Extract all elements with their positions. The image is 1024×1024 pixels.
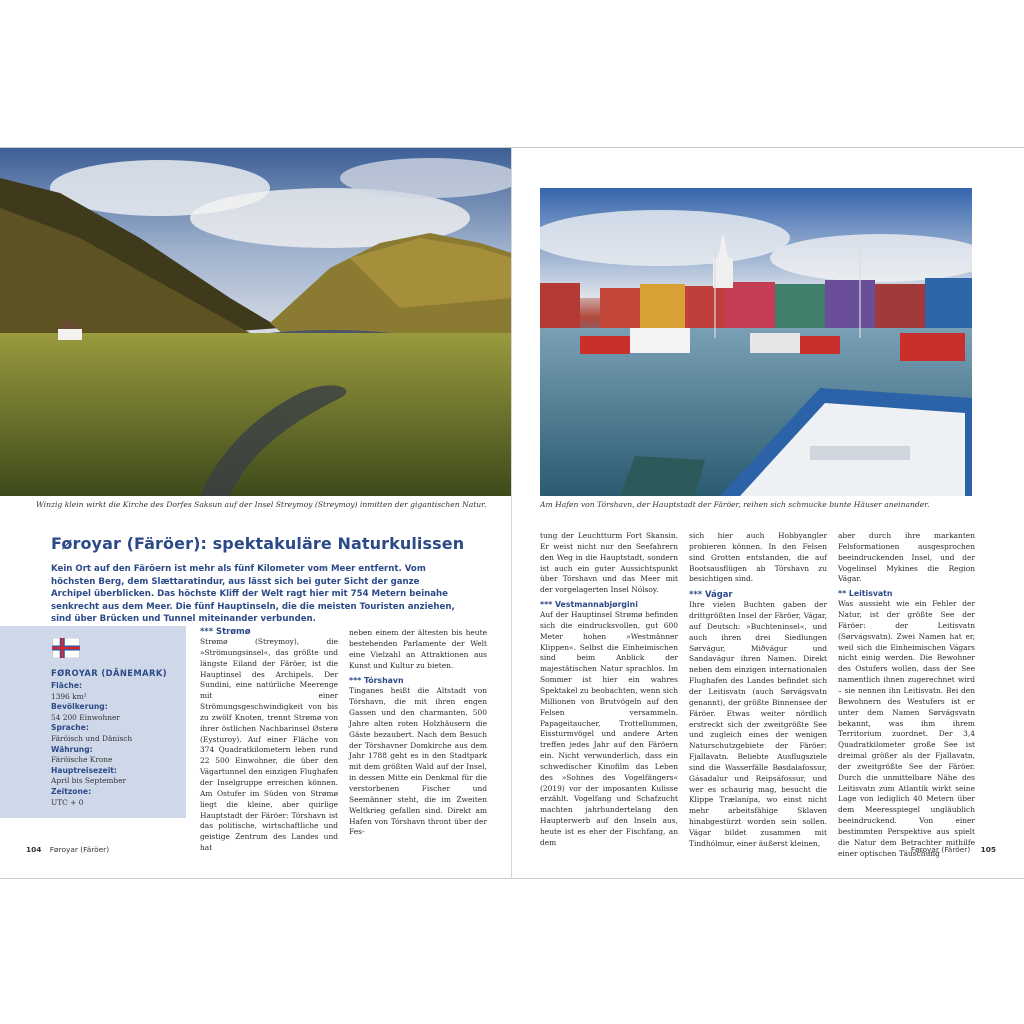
saksun-landscape-photo [0, 148, 512, 496]
article-title: Føroyar (Färöer): spektakuläre Naturkulissen [51, 534, 465, 553]
article-lead: Kein Ort auf den Färöern ist mehr als fünf Kilometer vom Meer entfernt. Vom höchsten Berg, dem Slættaratindur, aus lässt sich bei guter Sicht der ganze Archipel überblicken. Das höchste Kliff der Welt ragt hier mit 754 Metern beinahe senkrecht aus dem Meer. Die fünf Hauptinseln, die die meisten Touristen anziehen, sind über Brücken und Tunnel miteinander verbunden. [51, 564, 455, 625]
section-heading-stromo: *** Strømø [200, 626, 251, 636]
fact-label: Bevölkerung: [51, 702, 108, 712]
section-heading-torshavn: *** Tórshavn [349, 676, 404, 686]
column-3-text-1: tung der Leuchtturm Fort Skansin. Er weist nicht nur den Seefahrern den Weg in die Hauptstadt, sondern ist auch ein guter Aussichtspunkt über Tórshavn und das Meer mit der vorgelagerten Insel Nólsoy. [540, 531, 678, 595]
section-heading-vestmannabjorgini: *** Vestmannabjørgini [540, 600, 638, 610]
page-footer-right [911, 845, 996, 854]
fact-value: Färöische Krone [51, 755, 113, 765]
page-number-right: 105 [980, 845, 996, 854]
page-footer-left [26, 845, 109, 854]
column-5-text-1: aber durch ihre markanten Felsformationen ausgesprochen beeindruckenden Insel, und der Vogelinsel Mykines die Region Vágar. [838, 531, 975, 584]
section-heading-leitisvatn: ** Leitisvatn [838, 589, 893, 599]
column-4-text-2: Ihre vielen Buchten gaben der drittgrößten Insel der Färöer, Vágar, auf Deutsch: »Buchteninsel«, und auch ihren drei Siedlungen Sørvágur, Miðvágur und Sandavágur ihren Namen. Direkt neben dem einzigen internationalen Flughafen des Landes befindet sich der Leitisvatn (auch Sørvágsvatn genannt), der größte Binnensee der Färöer. Etwas weiter nördlich erstreckt sich der zweitgrößte See und zugleich eines der wenigen Naturschutzgebiete der Färöer: Fjallavatn. Beliebte Ausflugsziele sind die Wasserfälle Bøsdalafossur, Gásadalur und Reipsáfossur, und wer es schaurig mag, besucht die Klippe Trælanípa, wo einst nicht mehr arbeitsfähige Sklaven hinabgestürzt worden sein sollen. Vágar bildet zusammen mit Tindhólmur, einer äußerst kleinen, [689, 600, 827, 848]
section-heading-vagar: *** Vágar [689, 589, 733, 600]
page-number-left: 104 [26, 845, 42, 854]
fact-label: Fläche: [51, 681, 83, 690]
fact-label: Währung: [51, 744, 93, 754]
fact-value: April bis September [51, 776, 127, 786]
fact-value: 54 200 Einwohner [51, 712, 120, 722]
fact-label: Sprache: [51, 723, 89, 733]
left-page [0, 148, 512, 878]
factbox-list [51, 681, 181, 808]
column-2-text-2: Tinganes heißt die Altstadt von Tórshavn, die mit ihren engen Gassen und den charmanten, 500 Jahre alten roten Holzhäusern die Gäste bezaubert. Nach dem Besuch der Tórshavner Domkirche aus dem Jahr 1788 geht es in den Stadtpark mit dem größten Wald auf der Insel, in dessen Mitte ein Denkmal für die verstorbenen Fischer und Seemänner steht, die im Zweiten Weltkrieg gefallen sind. Direkt am Hafen von Tórshavn thront über der Fes- [349, 686, 487, 837]
fact-label: Hauptreisezeit: [51, 765, 117, 775]
fact-value: Färöisch und Dänisch [51, 733, 133, 743]
fact-label: Zeitzone: [51, 786, 92, 796]
photo-caption-right: Am Hafen von Tórshavn, der Hauptstadt der Färöer, reihen sich schmucke bunte Häuser aneinander. [540, 500, 930, 509]
running-title-left: Føroyar (Färöer) [49, 845, 110, 854]
fact-value: UTC + 0 [51, 797, 84, 807]
photo-caption-left: Winzig klein wirkt die Kirche des Dorfes Saksun auf der Insel Streymoy (Streymoy) inmitten der gigantischen Natur. [36, 500, 487, 509]
column-5-text-2: Was aussieht wie ein Fehler der Natur, ist der größte See der Färöer: der Leitisvatn (Sørvágsvatn). Zwei Namen hat er, weil sich die Einheimischen Vágars nicht einig werden. Die Bewohner des Ostufers wollen, dass der See namentlich ihnen zugerechnet wird – sie nennen ihn Leitisvatn. Bei den Bewohnern des Westufers ist er unter dem Namen Sørvágsvatn bekannt, was ihm ihrem Territorium zuordnet. Der 3,4 Quadratkilometer große See ist dreimal größer als der Fjallavatn, der zweitgrößte See der Färöer. Durch die unmittelbare Nähe des Leitisvatn zum Atlantik wirkt seine Lage von lediglich 40 Metern über dem Meeresspiegel ungläublich beeindruckend. Von einer bestimmten Perspektive aus spielt die Natur dem Betrachter mithilfe einer optischen Täuschung [838, 599, 975, 858]
factbox [0, 626, 186, 818]
column-1 [200, 626, 338, 854]
fact-value: 1396 km² [51, 691, 87, 701]
column-3-text-2: Auf der Hauptinsel Strømø befinden sich die eindrucksvollen, gut 600 Meter hohen »Westmänner Klippen«. Selbst die Einheimischen sind beim Anblick der majestätischen Natur sprachlos. Im Sommer ist hier ein wahres Spektakel zu beobachten, wenn sich Millionen von Brutvögeln auf den Felsen versammeln. Papageitaucher, Trottellummen, Eissturmvögel und andere Arten treffen jedes Jahr auf den Färöern ein. Nicht verwunderlich, dass ein schwedischer Kinofilm das Leben des »Sohnes des Vogelfängers« (2019) vor der imposanten Kulisse erzählt. Vogelfang und Schafzucht machten jahrhundertelang den Haupterwerb auf den Inseln aus, heute ist es eher der Fischfang, an dem [540, 610, 678, 847]
torshavn-harbour-photo [540, 188, 972, 496]
book-spread [0, 147, 1024, 879]
column-2-text-1: neben einem der ältesten bis heute bestehenden Parlamente der Welt eine Vielzahl an Attraktionen aus Kunst und Kultur zu bieten. [349, 628, 487, 670]
column-3 [540, 531, 678, 849]
column-4 [689, 531, 827, 850]
column-4-text-1: sich hier auch Hobbyangler probieren können. In den Felsen sind Grotten entstanden, die auf Bootsausflügen ab Tórshavn zu besichtigen sind. [689, 531, 827, 584]
faroe-flag-icon [51, 638, 81, 658]
column-1-text: Strømø (Streymoy), die »Strömungsinsel«, das größte und längste Eiland der Färöer, ist die Hauptinsel des Archipels. Der Sundini, eine natürliche Meerenge mit einer Strömungsgeschwindigkeit von bis zu zwölf Knoten, trennt Strømø von ihrer östlichen Nachbarinsel Østerø (Eysturoy). Auf einer Fläche von 374 Quadratkilometern leben rund 22 500 Einwohner, die über den Vágartunnel den einzigen Flughafen der Inselgruppe erreichen können. Am Ostufer im Süden von Strømø liegt die kleine, aber quirlige Hauptstadt der Färöer: Tórshavn ist das politische, wirtschaftliche und geistige Zentrum des Landes und hat [200, 637, 338, 853]
column-2 [349, 628, 487, 838]
running-title-right: Føroyar (Färöer) [910, 845, 971, 854]
column-5 [838, 531, 975, 859]
factbox-country: FØROYAR (DÄNEMARK) [51, 668, 167, 678]
